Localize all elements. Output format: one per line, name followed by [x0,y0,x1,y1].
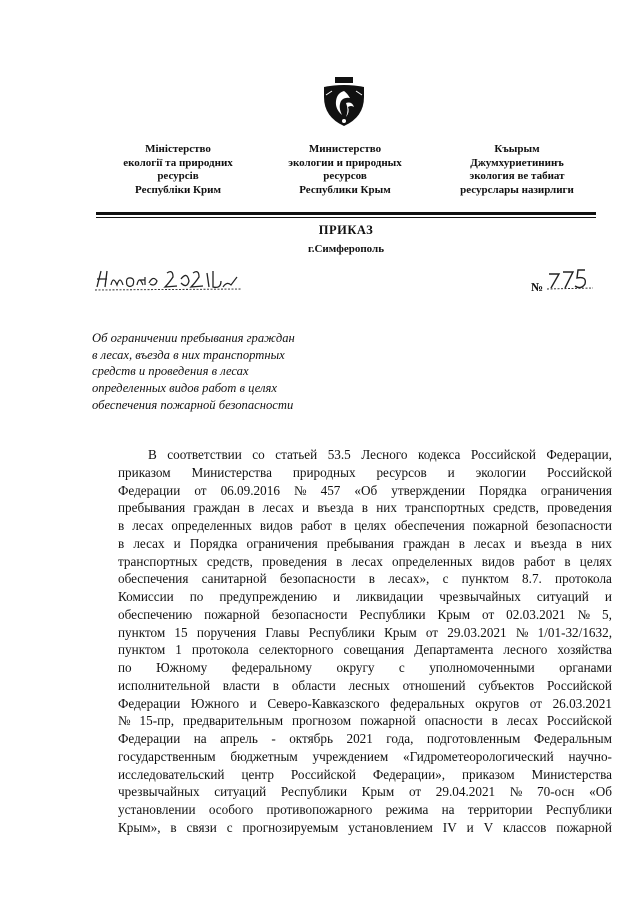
body-line [118,819,612,837]
body-word: приказом [461,766,515,782]
body-word: ситуаций [536,589,589,604]
body-word: - [271,731,276,746]
body-word: обеспечению [118,606,193,622]
body-word: 457 [320,482,341,498]
body-word: Республики [308,624,375,640]
body-word: пунктом [461,571,509,587]
header-left-line: Міністерство [145,143,211,155]
body-word: 5, [602,606,612,622]
body-word: подготовленным [426,731,521,746]
body-word: года, [386,731,414,746]
body-word: Южного [190,695,240,711]
body-word: и [604,589,612,604]
body-word: ликвидации [356,589,424,604]
body-word: протокола [555,571,612,587]
body-line [118,588,612,606]
body-word: хозяйства [557,642,612,658]
body-word: «Гидрометеорологический [402,748,554,764]
body-line [118,446,612,464]
body-line [118,570,612,588]
subject-line: обеспечения пожарной безопасности [92,397,294,412]
body-word: Республики [545,802,612,817]
handwritten-document-number [545,266,595,292]
body-word: обеспечения [118,571,189,587]
body-word: Крым [361,784,395,800]
subject-line: Об ограничении пребывания граждан [92,331,295,345]
subject-line: средств и проведения в лесах [92,364,249,379]
body-word: 02.03.2021 [506,606,566,622]
body-word: 70-осн [537,784,575,800]
body-line [118,499,612,517]
body-word: ограничения [246,535,318,551]
body-word: ситуаций [214,784,267,800]
header-russian [270,143,420,197]
body-word: октябрь [289,731,334,746]
body-word: экологии [475,464,527,480]
header-left-line: ресурсів [157,170,199,182]
body-word: целях [354,518,387,533]
body-word: № [577,606,591,622]
body-word: них [591,535,612,551]
document-number-label: № [531,280,544,294]
body-word: округу [336,660,375,675]
body-word: Порядка [479,482,527,498]
body-word: противопожарного [266,802,373,817]
body-word: № [509,784,523,800]
body-word: установлением [348,819,433,835]
body-word: V [483,819,494,835]
body-word: Порядка [189,535,238,551]
body-word: Крым», [118,819,161,835]
body-word: в [458,535,465,551]
body-word: с [442,571,449,587]
body-word: установлении [118,802,196,817]
body-word: проведения [547,500,612,516]
body-word: селекторного [258,642,334,658]
body-word: Комиссии [118,589,174,604]
body-word: пожарной [204,606,260,622]
body-word: пожарной [472,518,529,533]
body-word: Российской [470,447,536,462]
body-word: режима [385,802,429,817]
body-word: протокола [191,642,249,658]
body-word: Южному [156,660,208,675]
body-word: классов [503,819,547,835]
body-word: IV [442,819,457,835]
body-word: Федерации», [372,766,446,782]
body-word: чрезвычайных [439,589,521,604]
body-word: связи [186,819,217,835]
body-word: въезда [317,500,354,516]
body-word: природных [292,464,356,480]
body-word: субъектов [478,677,535,693]
body-line [118,712,612,730]
body-word: опасности [424,713,483,729]
body-line [118,517,612,535]
body-word: транспортных [118,553,198,569]
body-line [118,606,612,624]
body-word: особого [208,802,254,817]
body-word: средств, [492,500,539,516]
body-word: Федерации [118,695,181,711]
order-subject [92,330,362,414]
handwritten-date-signature [93,263,243,293]
body-word: видов [259,518,293,533]
body-word: в [336,553,343,569]
body-word: лесах [506,713,538,729]
body-word: лесах [132,518,164,533]
body-word: транспортных [405,500,485,516]
body-word: Федерации, [546,447,612,462]
body-word: лесах», [388,571,430,587]
body-word: предварительным [183,713,284,729]
body-word: Северо-Кавказского [267,695,380,711]
body-word: бюджетным [230,748,298,764]
body-word: Федерации [118,482,181,498]
body-line [118,553,612,571]
body-line [118,641,612,659]
header-mid-line: Республики Крым [299,183,391,196]
body-word: округов [475,695,520,711]
body-word: № [515,624,529,640]
body-word: Департамента [414,642,494,658]
body-word: от [482,606,495,622]
document-city: г.Симферополь [307,243,385,255]
body-word: государственным [118,748,216,764]
body-word: приказом [118,464,171,480]
body-word: целях [579,553,612,569]
body-word: въезда [530,535,567,551]
body-word: в [575,535,583,551]
body-word: средств, [206,553,253,569]
body-word: со [252,447,265,462]
body-word: безопасности [536,518,612,533]
body-word: видов [481,553,515,569]
body-word: и [333,589,341,604]
header-ukrainian [103,143,253,197]
body-word: с [398,660,405,675]
body-word: на [441,802,455,817]
body-word: от [529,695,542,711]
body-word: 15-пр, [139,713,175,729]
body-line [118,695,612,713]
crimea-coat-of-arms-icon [322,77,366,127]
body-word: «Об [589,784,612,800]
body-word: 1/01-32/1632, [537,624,612,640]
body-word: и [466,819,474,835]
body-line [118,801,612,819]
body-word: территории [467,802,533,817]
body-word: в [339,518,347,533]
body-word: лесах [474,535,506,551]
body-word: ресурсов [376,464,427,480]
body-word: Министерства [531,766,612,782]
body-word: проведения [262,553,327,569]
body-word: лесного [503,642,548,658]
body-word: утверждении [391,482,466,498]
body-word: предупреждению [219,589,318,604]
body-word: Республики [280,784,348,800]
body-word: прогнозом [292,713,352,729]
body-word: уполномоченными [429,660,535,675]
body-word: и [514,535,522,551]
body-word: соответствии [167,447,242,462]
body-word: в [564,553,571,569]
body-word: по [189,589,204,604]
body-word: ограничения [540,482,612,498]
body-line [118,624,612,642]
body-line [118,464,612,482]
header-divider-thick [96,212,596,215]
header-right-line: Джумхуриетининъ [470,156,564,169]
body-word: в [118,518,125,533]
body-word: на [193,731,207,746]
body-line [118,730,612,748]
body-word: чрезвычайных [118,784,200,800]
body-word: 1 [175,642,182,658]
body-word: № [118,713,131,729]
body-word: безопасности [271,606,348,622]
body-word: 2021 [346,731,373,746]
body-word: Республики [359,606,426,622]
body-word: совещания [343,642,405,658]
body-word: Федеральным [533,731,612,746]
body-line [118,766,612,784]
body-word: «Об [354,482,378,498]
body-word: центр [241,766,274,782]
body-word: пожарной [556,819,612,835]
body-word: Крым [384,624,417,640]
body-word: работ [523,553,556,569]
body-word: 26.03.2021 [552,695,612,711]
body-word: граждан [193,500,240,516]
body-word: граждан [403,535,450,551]
body-word: 06.09.2016 [220,482,280,498]
body-word: и [249,695,257,711]
body-word: кодекса [417,447,461,462]
body-word: лесных [348,677,390,693]
body-word: с [226,819,233,835]
body-word: безопасности [279,571,356,587]
body-word: в [491,713,498,729]
body-word: Министерства [191,464,272,480]
body-word: в [118,535,125,551]
body-word: Федерации [118,731,181,746]
body-word: прогнозируемым [242,819,339,835]
body-word: пребывания [118,500,186,516]
body-word: власти [222,677,260,693]
body-word: и [447,464,455,480]
body-line [118,783,612,801]
body-word: от [408,784,422,800]
body-word: определенных [171,518,252,533]
body-word: апрель [220,731,258,746]
body-word: учреждением [312,748,389,764]
body-word: исследовательский [118,766,225,782]
body-word: научно- [568,748,612,764]
body-word: в [170,819,177,835]
body-line [118,677,612,695]
body-word: от [425,624,439,640]
header-mid-line: ресурсов [323,170,367,182]
body-word: пожарной [360,713,416,729]
subject-line: определенных видов работ в целях [92,381,277,396]
body-word: обеспечения [394,518,465,533]
body-word: них [376,500,397,516]
body-word: лесах [351,553,383,569]
body-word: санитарной [201,571,267,587]
body-word: исполнительной [118,677,211,693]
body-word: лесах [262,500,294,516]
body-word: Российской [546,713,612,729]
body-word: поручения [196,624,257,640]
header-left-line: Республіки Крим [135,183,221,196]
body-word: по [118,660,132,675]
body-word: федеральных [390,695,465,711]
body-word: области [291,677,336,693]
body-word: 8.7. [522,571,542,587]
body-word: в [248,500,255,516]
body-word: статьей [275,447,318,462]
header-mid-line: Министерство [308,143,382,155]
body-word: в [368,571,376,587]
body-word: в [272,677,279,693]
body-line [118,535,612,553]
body-word: 53.5 [327,447,351,462]
body-word: 29.03.2021 [447,624,507,640]
body-line [118,748,612,766]
body-word: Российской [290,766,356,782]
header-left-line: екології та природних [123,156,233,169]
body-line [118,482,612,500]
header-right-line: ресурслары назирлиги [460,183,574,196]
body-word: определенных [392,553,473,569]
body-word: В [148,447,157,462]
body-word: отношений [402,677,466,693]
document-type: ПРИКАЗ [318,223,374,237]
body-word: органами [559,660,612,675]
body-word: 29.04.2021 [435,784,496,800]
header-right-line: экология ве табиат [469,170,565,182]
body-word: в [361,500,369,516]
body-word: № [293,482,307,498]
body-word: Главы [265,624,300,640]
subject-line: в лесах, въезда в них транспортных [92,347,285,362]
body-word: работ [300,518,333,533]
body-word: пунктом [118,642,166,658]
header-right-line: Къырым [494,143,540,155]
body-word: 15 [174,624,188,640]
body-word: лесах [133,535,165,551]
body-word: пунктом [118,624,166,640]
order-body-text [118,446,612,837]
header-divider-thin [96,217,596,218]
body-word: Лесного [361,447,408,462]
body-word: Крым [437,606,471,622]
body-word: федеральному [231,660,312,675]
body-word: Российской [546,677,612,693]
body-word: от [194,482,207,498]
body-line [118,659,612,677]
body-word: Российской [546,464,612,480]
header-mid-line: экологии и природных [288,156,402,169]
body-word: и [173,535,181,551]
body-word: и [302,500,310,516]
header-crimean-tatar [442,143,592,197]
body-word: пребывания [326,535,394,551]
